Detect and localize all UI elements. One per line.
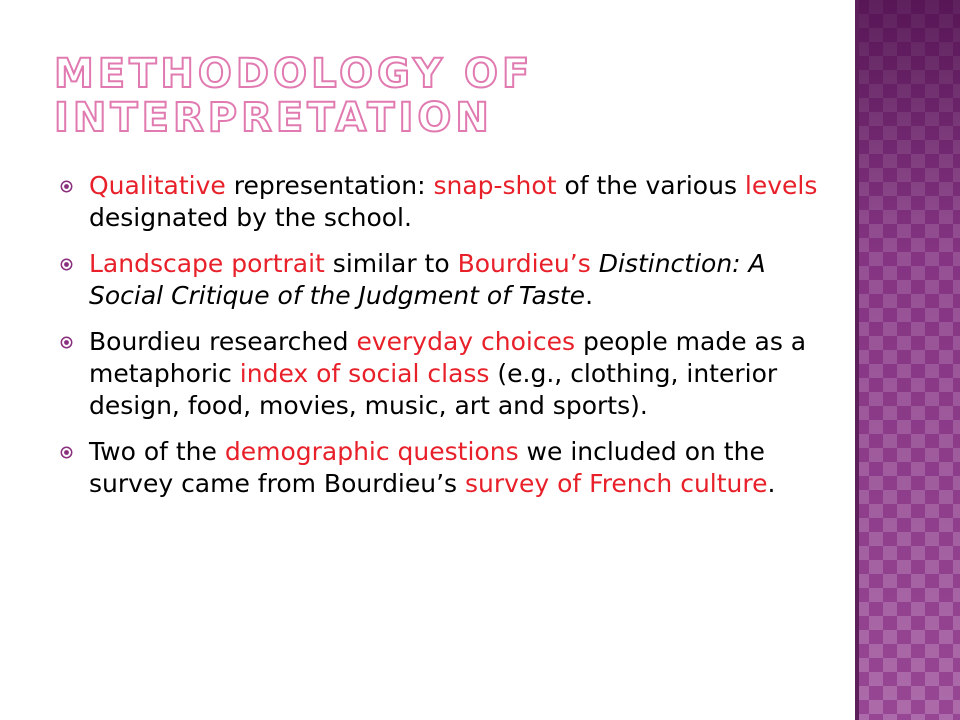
bullet-text-segment: . <box>767 469 776 498</box>
bullet-text-segment: snap-shot <box>433 171 557 200</box>
bullet-text-segment: Qualitative <box>89 171 226 200</box>
bullet-text-segment: index of social class <box>239 359 490 388</box>
circled-dot-bullet-icon <box>60 258 73 271</box>
bullet-text-segment: everyday choices <box>356 327 576 356</box>
bullet-text-segment: Distinction: A Social Critique of the Judgment of Taste <box>89 249 766 310</box>
bullet-text-segment: Bourdieu researched <box>89 327 357 356</box>
bullet-text-segment: designated by the school. <box>89 203 412 232</box>
bullet-text-segment: people made as a metaphoric <box>89 327 807 388</box>
bullet-item <box>60 248 820 312</box>
bullet-text-segment: Two of the <box>89 437 225 466</box>
bullet-text-segment: demographic questions <box>224 437 519 466</box>
bullet-text-segment: similar to <box>324 249 458 278</box>
title-line-2: INTERPRETATION <box>54 95 493 141</box>
title-line-1: METHODOLOGY OF <box>54 51 534 97</box>
circled-dot-bullet-icon <box>60 336 73 349</box>
bullet-text-segment: . <box>585 281 594 310</box>
bullet-text-segment: Landscape portrait <box>89 249 325 278</box>
bullet-text-segment: Bourdieu’s <box>457 249 591 278</box>
bullet-text-segment: survey of French culture <box>465 469 768 498</box>
slide-title <box>54 52 834 140</box>
bullet-item <box>60 436 820 500</box>
bullet-item <box>60 326 820 422</box>
bullet-text-segment: representation: <box>225 171 434 200</box>
circled-dot-bullet-icon <box>60 180 73 193</box>
bullet-text <box>89 249 766 310</box>
bullet-text-segment: (e.g., clothing, interior design, food, movies, music, art and sports). <box>89 359 778 420</box>
decorative-side-band <box>855 0 960 720</box>
bullet-text-segment <box>591 249 599 278</box>
bullet-list <box>60 170 820 514</box>
bullet-text <box>89 171 817 232</box>
bullet-text-segment: levels <box>744 171 818 200</box>
bullet-text-segment: we included on the survey came from Bourdieu’s <box>89 437 765 498</box>
bullet-item <box>60 170 820 234</box>
bullet-text <box>89 327 806 420</box>
circled-dot-bullet-icon <box>60 446 73 459</box>
bullet-text <box>89 437 775 498</box>
bullet-text-segment: of the various <box>556 171 745 200</box>
